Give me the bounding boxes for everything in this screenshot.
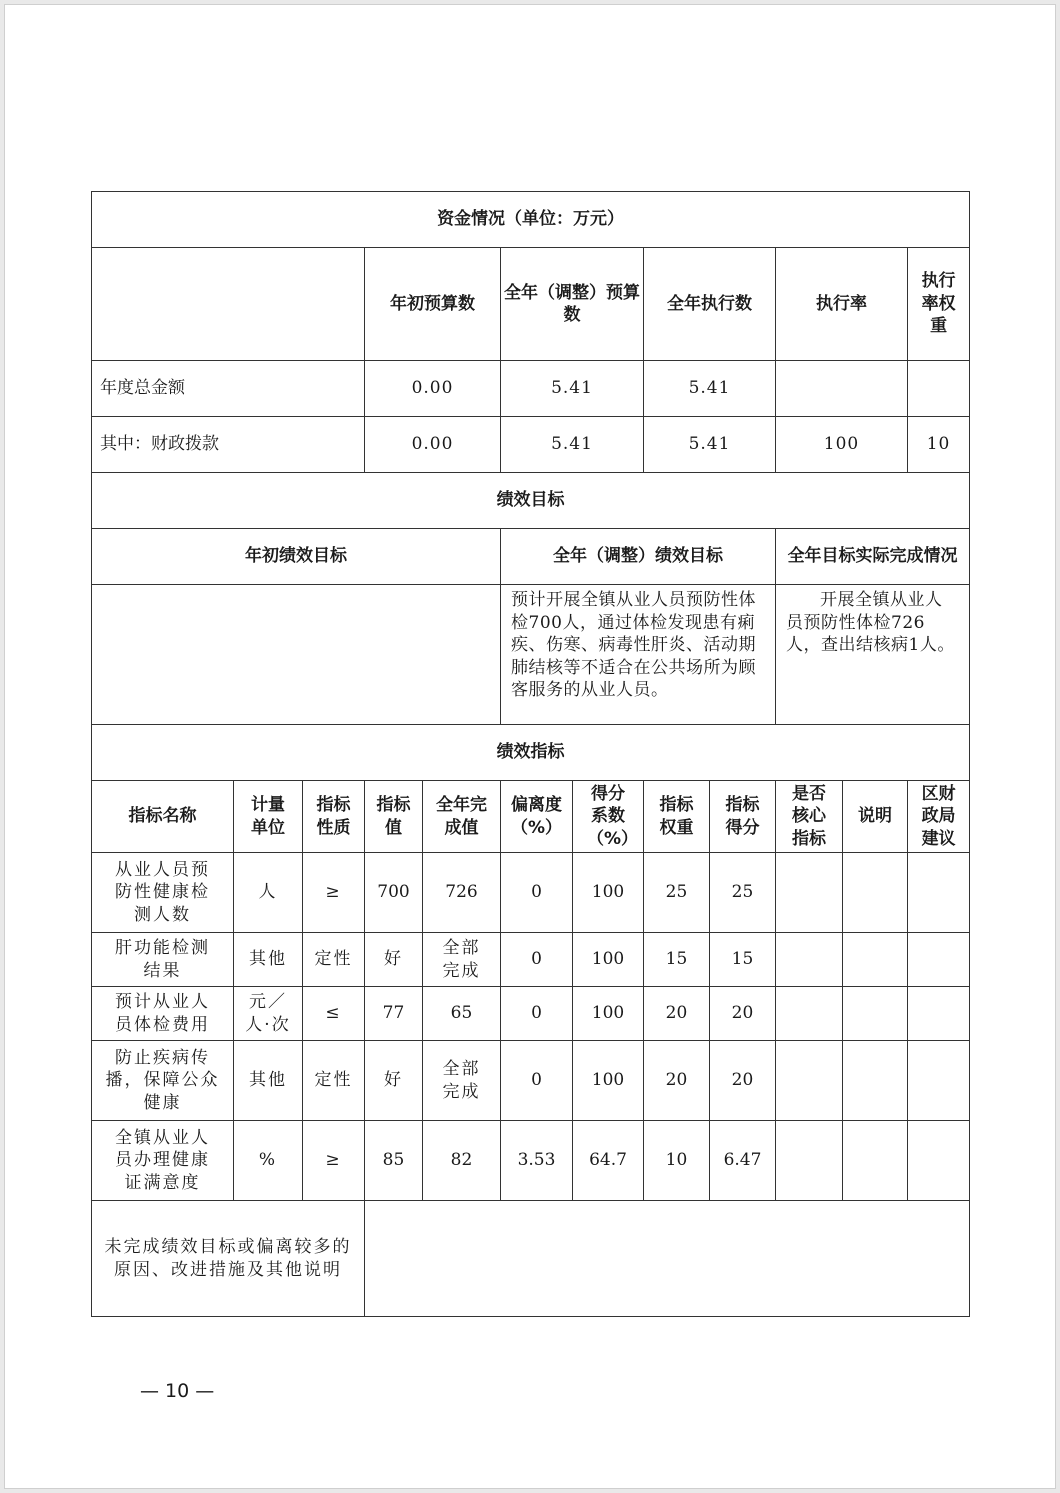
funds-header-rate: 执行率 bbox=[776, 248, 908, 361]
ind-actual: 65 bbox=[423, 987, 501, 1041]
ind-score: 20 bbox=[710, 987, 776, 1041]
ind-header-unit: 计量单位 bbox=[234, 781, 303, 853]
funds-row-adjusted: 5.41 bbox=[501, 361, 644, 417]
ind-unit: 元／人·次 bbox=[234, 987, 303, 1041]
ind-deviation: 0 bbox=[501, 1041, 573, 1121]
ind-header-target: 指标值 bbox=[365, 781, 423, 853]
ind-header-coef: 得分系数（%） bbox=[573, 781, 644, 853]
goals-title: 绩效目标 bbox=[92, 473, 970, 529]
ind-score: 20 bbox=[710, 1041, 776, 1121]
ind-note bbox=[843, 987, 908, 1041]
table-row bbox=[92, 853, 970, 933]
ind-advice bbox=[908, 1041, 970, 1121]
ind-target: 好 bbox=[365, 933, 423, 987]
ind-header-nature: 指标性质 bbox=[303, 781, 365, 853]
funds-header-weight: 执行率权重 bbox=[908, 248, 970, 361]
table-row bbox=[92, 933, 970, 987]
ind-coef: 64.7 bbox=[573, 1121, 644, 1201]
ind-target: 77 bbox=[365, 987, 423, 1041]
ind-nature: ≥ bbox=[303, 1121, 365, 1201]
ind-unit: 人 bbox=[234, 853, 303, 933]
ind-header-name: 指标名称 bbox=[92, 781, 234, 853]
ind-note bbox=[843, 933, 908, 987]
funds-row-label: 年度总金额 bbox=[92, 361, 365, 417]
goals-header-actual: 全年目标实际完成情况 bbox=[776, 529, 970, 585]
indicators-title: 绩效指标 bbox=[92, 725, 970, 781]
ind-coef: 100 bbox=[573, 853, 644, 933]
ind-score: 15 bbox=[710, 933, 776, 987]
ind-core bbox=[776, 987, 843, 1041]
table-row bbox=[92, 1121, 970, 1201]
funds-row-executed: 5.41 bbox=[644, 417, 776, 473]
ind-deviation: 0 bbox=[501, 933, 573, 987]
goals-header-adjusted: 全年（调整）绩效目标 bbox=[501, 529, 776, 585]
funds-header-adjusted: 全年（调整）预算数 bbox=[501, 248, 644, 361]
ind-unit: % bbox=[234, 1121, 303, 1201]
ind-name: 防止疾病传播，保障公众健康 bbox=[92, 1041, 234, 1121]
ind-header-core: 是否核心指标 bbox=[776, 781, 843, 853]
ind-score: 25 bbox=[710, 853, 776, 933]
ind-deviation: 3.53 bbox=[501, 1121, 573, 1201]
ind-header-deviation: 偏离度（%） bbox=[501, 781, 573, 853]
funds-row-weight bbox=[908, 361, 970, 417]
ind-weight: 25 bbox=[644, 853, 710, 933]
ind-coef: 100 bbox=[573, 987, 644, 1041]
funds-header-blank bbox=[92, 248, 365, 361]
ind-unit: 其他 bbox=[234, 933, 303, 987]
ind-deviation: 0 bbox=[501, 853, 573, 933]
ind-note bbox=[843, 1041, 908, 1121]
ind-nature: 定性 bbox=[303, 1041, 365, 1121]
funds-row-initial: 0.00 bbox=[365, 361, 501, 417]
ind-name: 全镇从业人员办理健康证满意度 bbox=[92, 1121, 234, 1201]
performance-table bbox=[91, 191, 970, 1317]
ind-weight: 10 bbox=[644, 1121, 710, 1201]
ind-header-weight: 指标权重 bbox=[644, 781, 710, 853]
ind-core bbox=[776, 1121, 843, 1201]
goals-initial-text bbox=[92, 585, 501, 725]
ind-actual: 全部完成 bbox=[423, 1041, 501, 1121]
goals-actual-text: 开展全镇从业人员预防性体检726人，查出结核病1人。 bbox=[776, 585, 970, 725]
ind-advice bbox=[908, 987, 970, 1041]
ind-nature: ≤ bbox=[303, 987, 365, 1041]
ind-name: 肝功能检测结果 bbox=[92, 933, 234, 987]
ind-actual: 全部完成 bbox=[423, 933, 501, 987]
funds-row-executed: 5.41 bbox=[644, 361, 776, 417]
funds-row-adjusted: 5.41 bbox=[501, 417, 644, 473]
goals-header-initial: 年初绩效目标 bbox=[92, 529, 501, 585]
table-row bbox=[92, 987, 970, 1041]
ind-core bbox=[776, 853, 843, 933]
remarks-label: 未完成绩效目标或偏离较多的原因、改进措施及其他说明 bbox=[92, 1201, 365, 1317]
ind-header-score: 指标得分 bbox=[710, 781, 776, 853]
funds-header-initial: 年初预算数 bbox=[365, 248, 501, 361]
funds-row-rate: 100 bbox=[776, 417, 908, 473]
ind-coef: 100 bbox=[573, 1041, 644, 1121]
funds-title: 资金情况（单位：万元） bbox=[92, 192, 970, 248]
funds-row-initial: 0.00 bbox=[365, 417, 501, 473]
ind-name: 从业人员预防性健康检测人数 bbox=[92, 853, 234, 933]
goals-adjusted-text: 预计开展全镇从业人员预防性体检700人，通过体检发现患有痢疾、伤寒、病毒性肝炎、活动期肺结核等不适合在公共场所为顾客服务的从业人员。 bbox=[501, 585, 776, 725]
page-number: — 10 — bbox=[140, 1380, 215, 1402]
funds-row-rate bbox=[776, 361, 908, 417]
ind-target: 好 bbox=[365, 1041, 423, 1121]
ind-note bbox=[843, 1121, 908, 1201]
ind-core bbox=[776, 1041, 843, 1121]
ind-weight: 20 bbox=[644, 1041, 710, 1121]
funds-row-label: 其中：财政拨款 bbox=[92, 417, 365, 473]
ind-advice bbox=[908, 1121, 970, 1201]
ind-target: 85 bbox=[365, 1121, 423, 1201]
remarks-content bbox=[365, 1201, 970, 1317]
ind-weight: 15 bbox=[644, 933, 710, 987]
table-row bbox=[92, 1041, 970, 1121]
ind-header-note: 说明 bbox=[843, 781, 908, 853]
ind-note bbox=[843, 853, 908, 933]
ind-coef: 100 bbox=[573, 933, 644, 987]
ind-deviation: 0 bbox=[501, 987, 573, 1041]
ind-header-advice: 区财政局建议 bbox=[908, 781, 970, 853]
ind-score: 6.47 bbox=[710, 1121, 776, 1201]
ind-weight: 20 bbox=[644, 987, 710, 1041]
ind-advice bbox=[908, 853, 970, 933]
ind-name: 预计从业人员体检费用 bbox=[92, 987, 234, 1041]
ind-header-actual: 全年完成值 bbox=[423, 781, 501, 853]
ind-actual: 726 bbox=[423, 853, 501, 933]
ind-nature: 定性 bbox=[303, 933, 365, 987]
funds-row-weight: 10 bbox=[908, 417, 970, 473]
ind-core bbox=[776, 933, 843, 987]
ind-nature: ≥ bbox=[303, 853, 365, 933]
ind-advice bbox=[908, 933, 970, 987]
ind-target: 700 bbox=[365, 853, 423, 933]
ind-unit: 其他 bbox=[234, 1041, 303, 1121]
ind-actual: 82 bbox=[423, 1121, 501, 1201]
funds-header-executed: 全年执行数 bbox=[644, 248, 776, 361]
